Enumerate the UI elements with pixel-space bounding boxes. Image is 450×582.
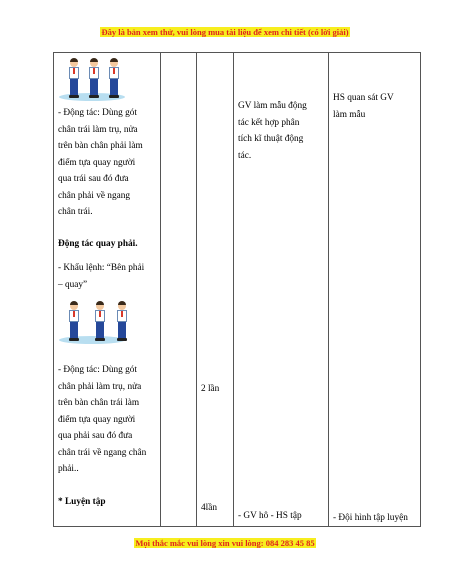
turn-right-description: - Động tác: Dùng gót chân phải làm trụ, nửa trên bàn chân trái làm điểm tựa quay người qua phải sau đó đưa chân trái về ngang chân phải.. — [58, 365, 147, 474]
times-column — [197, 53, 234, 527]
lesson-plan-table — [53, 52, 421, 527]
footer-banner-text: Mọi thắc mắc vui lòng xin vui lòng: 084 283 45 85 — [135, 538, 315, 548]
student-activity-column — [329, 53, 421, 527]
header-banner — [0, 27, 450, 37]
command-text: - Khẩu lệnh: “Bên phải – quay” — [58, 263, 145, 290]
times-value-2: 4lần — [201, 503, 218, 513]
content-column — [54, 53, 161, 527]
empty-column — [161, 53, 197, 527]
teacher-command-text: - GV hô - HS tập — [238, 511, 302, 521]
students-turn-right-illustration — [57, 298, 129, 344]
practice-heading: * Luyện tập — [58, 497, 106, 507]
students-turn-left-illustration — [57, 55, 129, 101]
student-observe-text: HS quan sát GV làm mẫu — [333, 93, 394, 120]
footer-banner — [0, 538, 450, 548]
teacher-demo-text: GV làm mẫu động tác kết hợp phân tích kĩ thuật động tác. — [238, 101, 307, 161]
header-banner-text: Đây là bản xem thử, vui lòng mua tài liệu để xem chi tiết (có lời giải) — [101, 27, 349, 37]
turn-right-title: Động tác quay phải. — [58, 239, 138, 249]
times-value-1: 2 lần — [201, 384, 220, 394]
turn-left-description: - Động tác: Dùng gót chân trái làm trụ, nửa trên bàn chân phải làm điểm tựa quay người qua trái sau đó đưa chân phải về ngang chân trái. — [58, 108, 143, 217]
formation-text: - Đội hình tập luyện — [333, 513, 408, 523]
teacher-activity-column — [234, 53, 329, 527]
table-row — [54, 53, 421, 527]
